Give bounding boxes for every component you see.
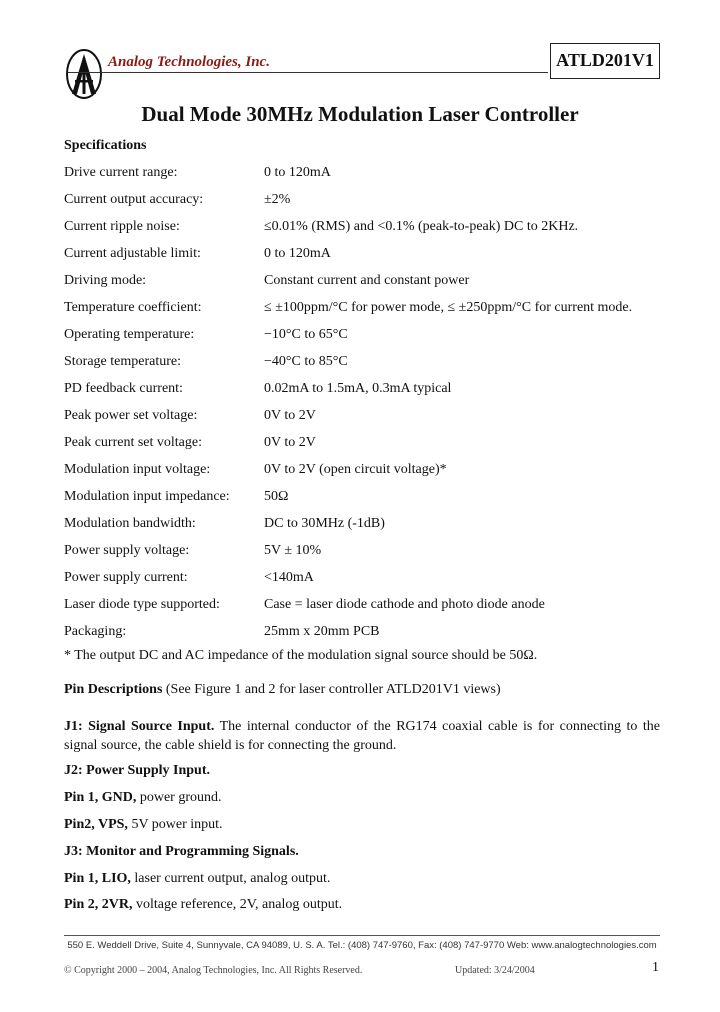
pin-descriptions-heading [64, 682, 501, 698]
j1-heading: J1: Signal Source Input. [64, 719, 215, 734]
part-number-box: ATLD201V1 [550, 43, 660, 79]
spec-label: Drive current range: [64, 165, 178, 180]
footer-updated: Updated: 3/24/2004 [455, 965, 535, 976]
spec-value: 5V ± 10% [264, 543, 322, 558]
spec-value: 0.02mA to 1.5mA, 0.3mA typical [264, 381, 452, 396]
spec-value: 50Ω [264, 489, 289, 504]
pin-descriptions-title: Pin Descriptions [64, 682, 163, 697]
spec-footnote: * The output DC and AC impedance of the modulation signal source should be 50Ω. [64, 648, 538, 663]
spec-label: Power supply current: [64, 570, 188, 585]
spec-value: ≤0.01% (RMS) and <0.1% (peak-to-peak) DC to 2KHz. [264, 219, 579, 234]
j2-pin2-text: 5V power input. [127, 817, 223, 832]
spec-label: Packaging: [64, 624, 127, 639]
spec-label: Peak power set voltage: [64, 408, 198, 423]
spec-value: 0V to 2V [264, 435, 316, 450]
j3-pin2 [64, 897, 342, 913]
spec-value: −40°C to 85°C [264, 354, 348, 369]
pin-descriptions-note: (See Figure 1 and 2 for laser controller ATLD201V1 views) [162, 682, 501, 697]
spec-label: Current adjustable limit: [64, 246, 201, 261]
spec-value: 0 to 120mA [264, 165, 331, 180]
spec-label: Storage temperature: [64, 354, 182, 369]
spec-value: Case = laser diode cathode and photo diode anode [264, 597, 545, 612]
spec-value: 0V to 2V (open circuit voltage)* [264, 462, 447, 477]
spec-value: DC to 30MHz (-1dB) [264, 516, 385, 531]
spec-value: −10°C to 65°C [264, 327, 348, 342]
spec-label: PD feedback current: [64, 381, 183, 396]
spec-value: ±2% [264, 192, 291, 207]
spec-label: Power supply voltage: [64, 543, 190, 558]
j1-text: The internal conductor of the RG174 coaxial cable is for connecting to the signal source, the cable shield is for connecting the ground. [64, 719, 660, 753]
spec-label: Modulation bandwidth: [64, 516, 196, 531]
j2-pin1-text: power ground. [136, 790, 222, 805]
j3-pin2-text: voltage reference, 2V, analog output. [132, 897, 343, 912]
j3-pin1-label: Pin 1, LIO, [64, 871, 131, 886]
j2-heading: J2: Power Supply Input. [64, 763, 211, 778]
j3-pin1-text: laser current output, analog output. [130, 871, 331, 886]
spec-value: 0V to 2V [264, 408, 316, 423]
spec-value: 25mm x 20mm PCB [264, 624, 380, 639]
footer-copyright: © Copyright 2000 – 2004, Analog Technologies, Inc. All Rights Reserved. [64, 965, 363, 976]
spec-label: Current ripple noise: [64, 219, 180, 234]
page-number: 1 [652, 960, 659, 975]
j3-pin1 [64, 871, 330, 887]
j2-pin1 [64, 790, 222, 806]
specifications-heading: Specifications [64, 138, 147, 153]
spec-label: Temperature coefficient: [64, 300, 202, 315]
footer-rule [64, 935, 660, 936]
company-logo [64, 48, 104, 100]
j2-pin2-label: Pin2, VPS, [64, 817, 128, 832]
spec-value: 0 to 120mA [264, 246, 331, 261]
spec-label: Modulation input voltage: [64, 462, 211, 477]
company-name: Analog Technologies, Inc. [108, 54, 270, 70]
spec-label: Operating temperature: [64, 327, 195, 342]
spec-label: Laser diode type supported: [64, 597, 220, 612]
j1-paragraph [64, 717, 660, 755]
spec-label: Peak current set voltage: [64, 435, 203, 450]
spec-label: Modulation input impedance: [64, 489, 230, 504]
page-title: Dual Mode 30MHz Modulation Laser Controller [141, 102, 579, 126]
j2-pin1-label: Pin 1, GND, [64, 790, 137, 805]
spec-label: Current output accuracy: [64, 192, 204, 207]
spec-value: Constant current and constant power [264, 273, 470, 288]
spec-value: ≤ ±100ppm/°C for power mode, ≤ ±250ppm/°C for current mode. [264, 300, 633, 315]
j3-heading: J3: Monitor and Programming Signals. [64, 844, 299, 859]
header-rule [68, 72, 548, 73]
spec-value: <140mA [264, 570, 314, 585]
j3-pin2-label: Pin 2, 2VR, [64, 897, 133, 912]
spec-label: Driving mode: [64, 273, 147, 288]
j2-pin2 [64, 817, 223, 833]
footer-address: 550 E. Weddell Drive, Suite 4, Sunnyvale, CA 94089, U. S. A. Tel.: (408) 747-9760, Fax: (408) 747-9770 Web: www.analogtechnologies.com [67, 940, 657, 951]
